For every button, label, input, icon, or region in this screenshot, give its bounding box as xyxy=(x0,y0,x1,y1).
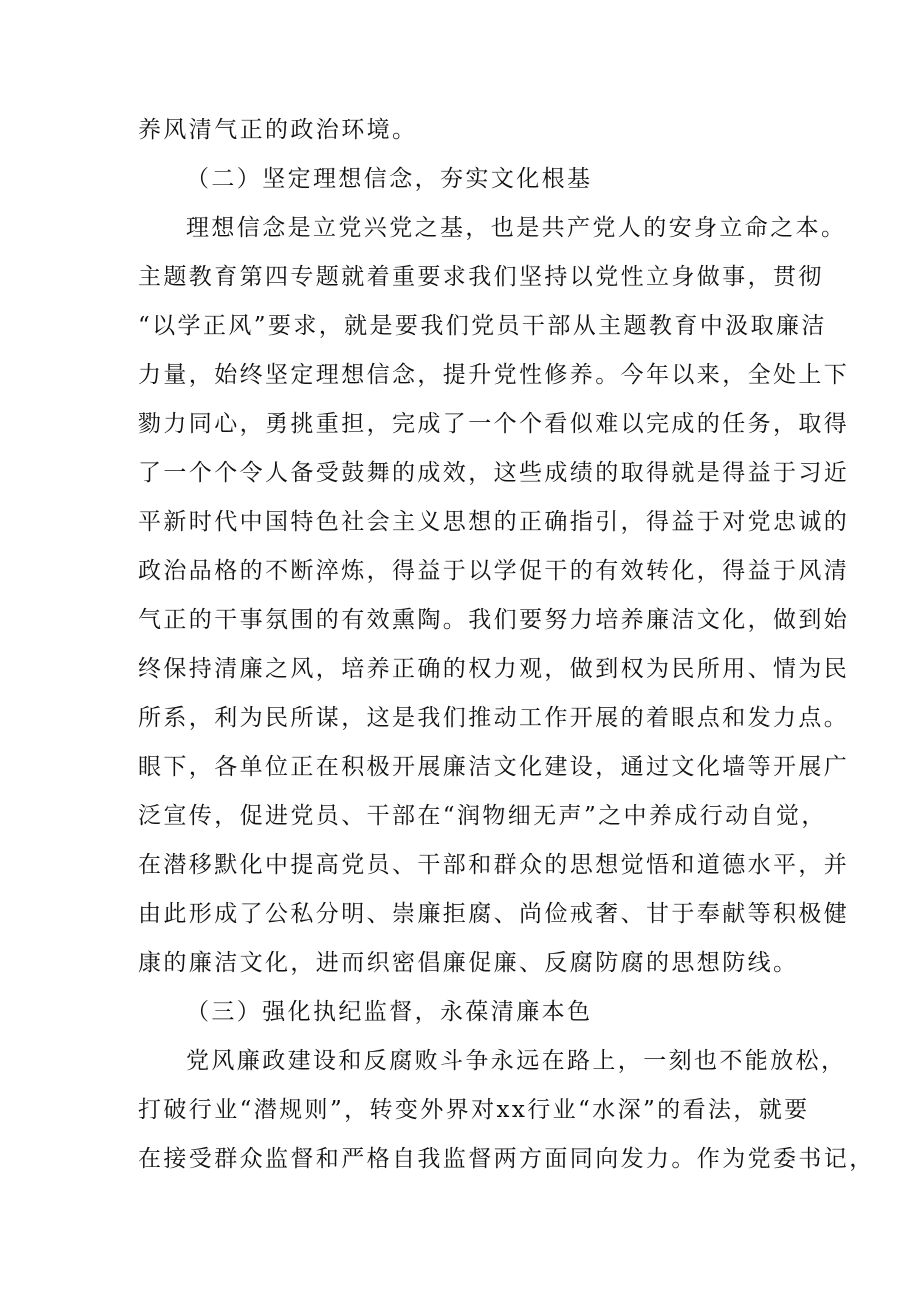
text-line: 党风廉政建设和反腐败斗争永远在路上，一刻也不能放松， xyxy=(186,1048,847,1074)
text-line: 在接受群众监督和严格自我监督两方面同向发力。作为党委书记， xyxy=(138,1146,875,1172)
text-line: 理想信念是立党兴党之基，也是共产党人的安身立命之本。 xyxy=(186,215,847,241)
text-line: “以学正风”要求，就是要我们党员干部从主题教育中汲取廉洁 xyxy=(138,313,827,339)
text-line: 平新时代中国特色社会主义思想的正确指引，得益于对党忠诚的 xyxy=(138,509,850,535)
text-line: 打破行业“潜规则”，转变外界对xx行业“水深”的看法，就要 xyxy=(138,1097,810,1123)
text-line: 了一个个令人备受鼓舞的成效，这些成绩的取得就是得益于习近 xyxy=(138,460,850,486)
text-line: 气正的干事氛围的有效熏陶。我们要努力培养廉洁文化，做到始 xyxy=(138,607,850,633)
text-line: 力量，始终坚定理想信念，提升党性修养。今年以来，全处上下 xyxy=(138,362,850,388)
text-line: 康的廉洁文化，进而织密倡廉促廉、反腐防腐的思想防线。 xyxy=(138,950,799,976)
text-line: 主题教育第四专题就着重要求我们坚持以党性立身做事，贯彻 xyxy=(138,264,824,290)
section-heading-3: （三）强化执纪监督，永葆清廉本色 xyxy=(186,999,593,1025)
section-heading-2: （二）坚定理想信念，夯实文化根基 xyxy=(186,166,593,192)
text-line: 眼下，各单位正在积极开展廉洁文化建设，通过文化墙等开展广 xyxy=(138,754,850,780)
text-line: 养风清气正的政治环境。 xyxy=(138,117,418,143)
text-line: 由此形成了公私分明、崇廉拒腐、尚俭戒奢、甘于奉献等积极健 xyxy=(138,901,850,927)
text-line: 所系，利为民所谋，这是我们推动工作开展的着眼点和发力点。 xyxy=(138,705,850,731)
text-line: 政治品格的不断淬炼，得益于以学促干的有效转化，得益于风清 xyxy=(138,558,850,584)
text-line: 泛宣传，促进党员、干部在“润物细无声”之中养成行动自觉， xyxy=(138,803,827,829)
text-line: 在潜移默化中提高党员、干部和群众的思想觉悟和道德水平，并 xyxy=(138,852,850,878)
text-line: 终保持清廉之风，培养正确的权力观，做到权为民所用、情为民 xyxy=(138,656,850,682)
text-line: 勠力同心，勇挑重担，完成了一个个看似难以完成的任务，取得 xyxy=(138,411,850,437)
